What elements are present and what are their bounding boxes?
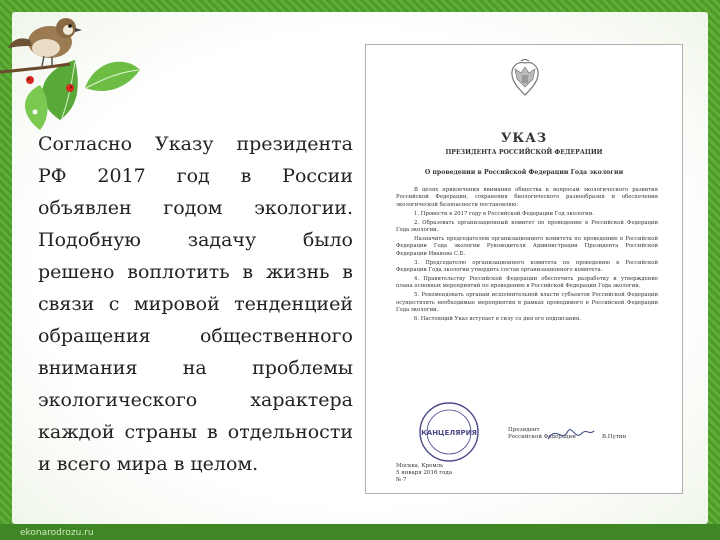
signature-name: В.Путин — [602, 434, 627, 440]
document-heading: О проведении в Российской Федерации Года экологии — [424, 169, 624, 176]
document-subtitle: ПРЕЗИДЕНТА РОССИЙСКОЙ ФЕДЕРАЦИИ — [445, 149, 603, 156]
document-title: УКАЗ — [500, 131, 548, 146]
document-paragraph: 5. Рекомендовать органам исполнительной власти субъектов Российской Федерации осуществлять необходимые мероприятия в рамках проводимого в Российской Федерации Года экологии. — [396, 292, 658, 314]
place-and-date: Москва, Кремль 5 января 2016 года № 7 — [396, 463, 453, 483]
bird-leaves-decoration — [0, 0, 150, 130]
stamp-text: КАНЦЕЛЯРИЯ — [421, 429, 477, 437]
official-stamp — [418, 401, 480, 463]
main-text: Согласно Указу президента РФ 2017 год в России объявлен годом экологии. Подобную задачу было решено воплотить в жизнь в связи с мировой тенденцией обращения общественного внимания на проблемы экологического характера каждой страны в отдельности и всего мира в целом. — [38, 133, 353, 475]
decree-document-image — [365, 44, 683, 494]
document-paragraph: 3. Председателю организационного комитета по проведению в Российской Федерации Года экологии утвердить состав организационного комитета. — [396, 259, 658, 274]
footer-watermark: ekonarodrozu.ru — [20, 528, 94, 538]
document-body — [396, 187, 658, 325]
handwritten-signature — [546, 423, 596, 445]
document-paragraph: 6. Настоящий Указ вступает в силу со дня его подписания. — [414, 316, 581, 322]
document-paragraph: Назначить председателем организационного комитета по проведению в Российской Федерации Года экологии Руководителя Администрации Президента Российской Федерации Иванова С.Б. — [396, 235, 658, 257]
document-paragraph: В целях привлечения внимания общества к вопросам экологического развития Российской Федерации, сохранения биологического разнообразия и обеспечения экологической безопасности постановляю: — [396, 187, 658, 208]
document-paragraph: 2. Образовать организационный комитет по проведению в Российской Федерации Года экологии. — [396, 219, 658, 234]
document-paragraph: 1. Провести в 2017 году в Российской Федерации Год экологии. — [414, 210, 594, 217]
coat-of-arms-icon — [507, 59, 543, 99]
footer-strip — [0, 524, 720, 540]
signature-role: Президент Российской Федерации — [508, 427, 576, 440]
document-paragraph: 4. Правительству Российской Федерации обеспечить разработку и утверждение плана основных мероприятий по проведению в Российской Федерации Года экологии. — [396, 275, 658, 290]
